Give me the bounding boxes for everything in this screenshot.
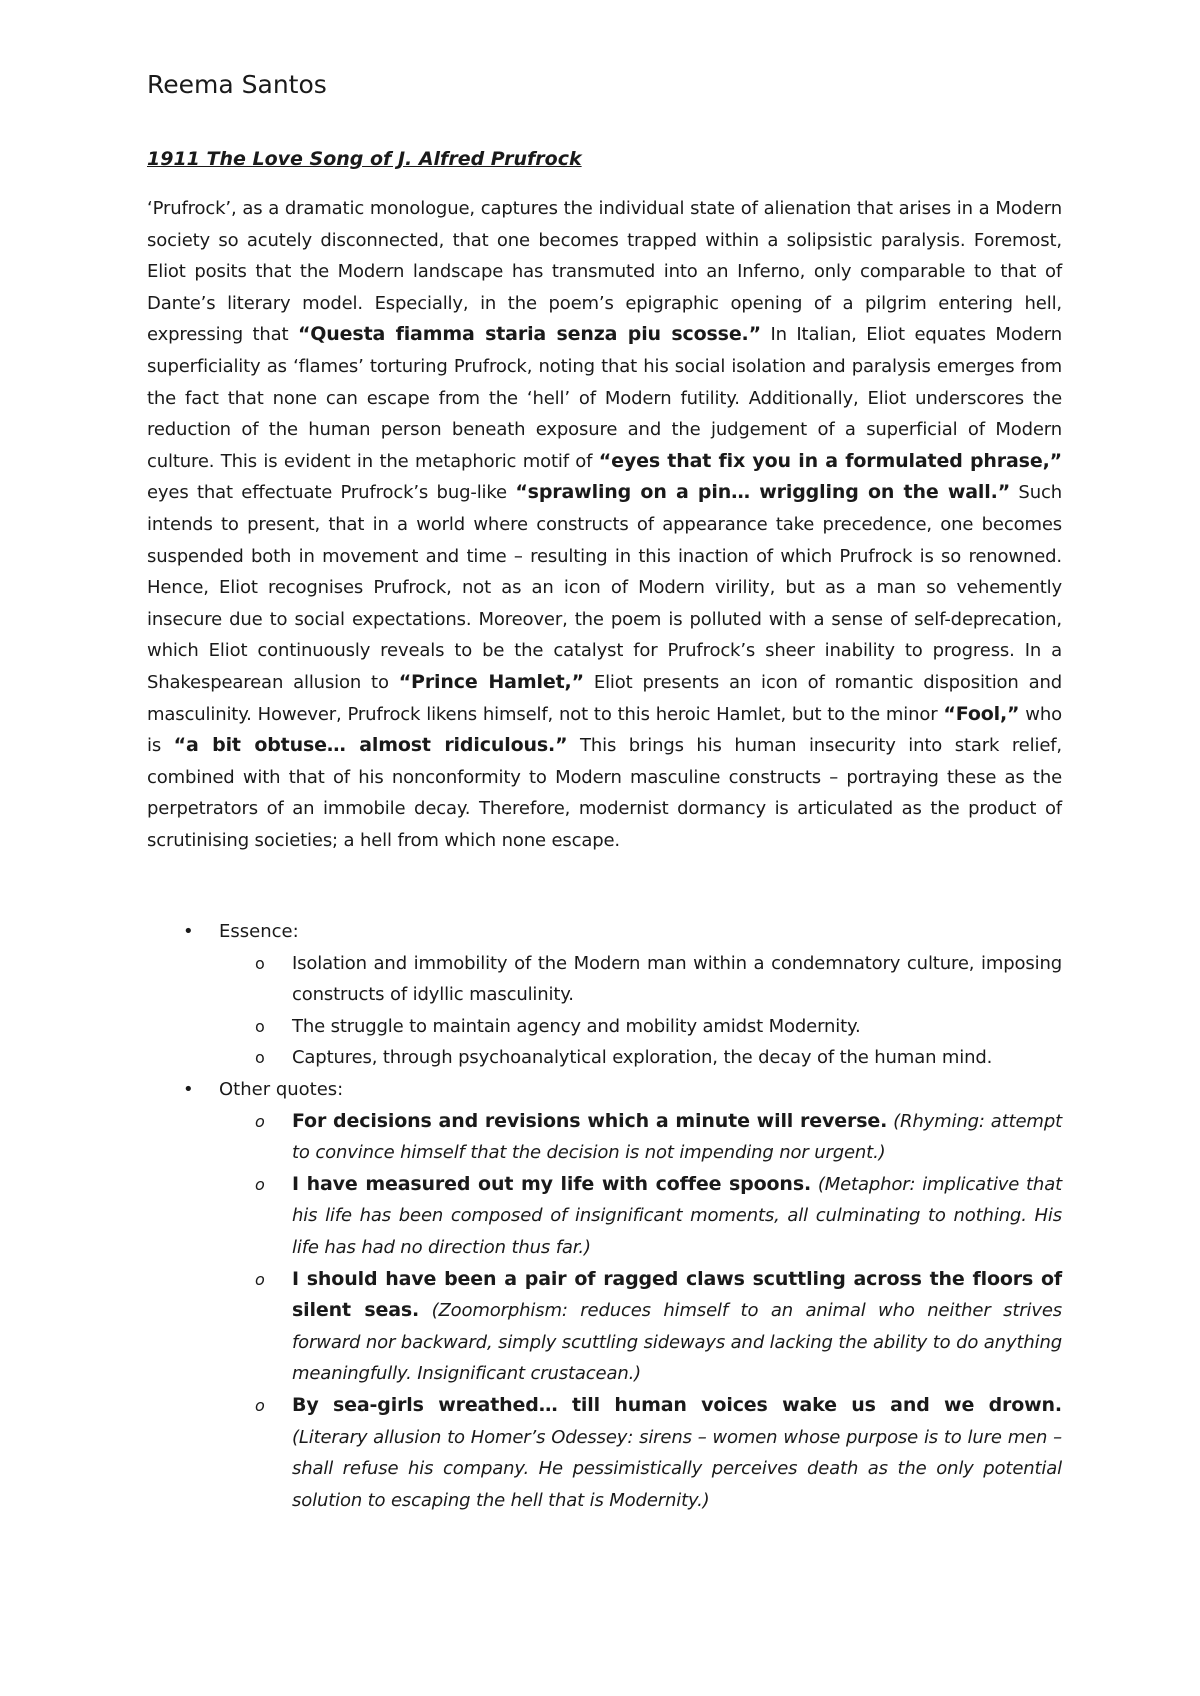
essay-quote: “eyes that fix you in a formulated phrase,” [598, 449, 1062, 472]
essay-text: Such intends to present, that in a world where constructs of appearance take precedence, one becomes suspended both in movement and time – resulting in this inaction of which Prufrock is so renowned. Hence, Eliot recognises Prufrock, not as an icon of Modern virility, but as a man so vehemently insecure due to social expectations. Moreover, the poem is polluted with a sense of self-deprecation, which Eliot continuously reveals to be the catalyst for Prufrock’s sheer inability to progress. In a Shakespearean allusion to [147, 482, 1062, 693]
list-item: o Isolation and immobility of the Modern man within a condemnatory culture, imposing constructs of idyllic masculinity. [219, 948, 1062, 1011]
list-item: o Captures, through psychoanalytical exploration, the decay of the human mind. [219, 1042, 1062, 1074]
list-item [219, 1169, 1062, 1264]
quote-note: (Zoomorphism: reduces himself to an animal who neither strives forward nor backward, simply scuttling sideways and lacking the ability to do anything meaningfully. Insignificant crustacean.) [292, 1300, 1062, 1385]
quote-text: For decisions and revisions which a minute will reverse. [292, 1109, 888, 1132]
list-item [219, 1106, 1062, 1169]
quote-note: (Rhyming: attempt to convince himself that the decision is not impending nor urgent.) [292, 1110, 1062, 1164]
quote-text: I have measured out my life with coffee spoons. [292, 1172, 812, 1195]
quote-note: (Literary allusion to Homer’s Odessey: sirens – women whose purpose is to lure men – shall refuse his company. He pessimistically perceives death as the only potential solution to escaping the hell that is Modernity.) [292, 1426, 1062, 1511]
list-item: o The struggle to maintain agency and mobility amidst Modernity. [219, 1011, 1062, 1043]
essay-text: who is [147, 703, 1062, 757]
list-item [219, 1390, 1062, 1516]
quote-note: (Metaphor: implicative that his life has been composed of insignificant moments, all culminating to nothing. His life has had no direction thus far.) [292, 1173, 1062, 1258]
quotes-list [219, 1106, 1062, 1517]
notes-list [147, 916, 1062, 1516]
essay-quote: “Prince Hamlet,” [398, 670, 584, 693]
quote-text: By sea-girls wreathed… till human voices wake us and we drown. [292, 1393, 1062, 1416]
essay-quote: “sprawling on a pin… wriggling on the wall.” [515, 481, 1011, 504]
essay-quote: “a bit obtuse… almost ridiculous.” [173, 734, 568, 757]
author-name: Reema Santos [147, 70, 327, 99]
essay-paragraph [147, 193, 1062, 856]
list-item [219, 1264, 1062, 1390]
essence-section [147, 916, 1062, 1074]
essay-title: 1911 The Love Song of J. Alfred Prufrock [147, 148, 582, 170]
quotes-section [147, 1074, 1062, 1516]
essay-text: ‘Prufrock’, as a dramatic monologue, captures the individual state of alienation that arises in a Modern society so acutely disconnected, that one becomes trapped within a solipsistic paralysis. Foremost, Eliot posits that the Modern landscape has transmuted into an Inferno, only comparable to that of Dante’s literary model. Especially, in the poem’s epigraphic opening of a pilgrim entering hell, expressing that [147, 198, 1062, 346]
essay-text: eyes that effectuate Prufrock’s bug-like [147, 482, 516, 504]
essence-list [219, 948, 1062, 1074]
essay-quote: “Fool,” [943, 702, 1020, 725]
essay-text: In Italian, Eliot equates Modern superficiality as ‘flames’ torturing Prufrock, noting that his social isolation and paralysis emerges from the fact that none can escape from the ‘hell’ of Modern futility. Additionally, Eliot underscores the reduction of the human person beneath exposure and the judgement of a superficial of Modern culture. This is evident in the metaphoric motif of [147, 324, 1062, 472]
essay-quote: “Questa fiamma staria senza piu scosse.” [297, 323, 761, 346]
essay-text: Eliot presents an icon of romantic disposition and masculinity. However, Prufrock likens himself, not to this heroic Hamlet, but to the minor [147, 671, 1062, 725]
essence-label: Essence: [219, 921, 299, 942]
essay-text: This brings his human insecurity into stark relief, combined with that of his nonconformity to Modern masculine constructs – portraying these as the perpetrators of an immobile decay. Therefore, modernist dormancy is articulated as the product of scrutinising societies; a hell from which none escape. [147, 735, 1062, 851]
quotes-label: Other quotes: [219, 1078, 344, 1100]
quote-text: I should have been a pair of ragged claws scuttling across the floors of silent seas. [292, 1267, 1062, 1322]
